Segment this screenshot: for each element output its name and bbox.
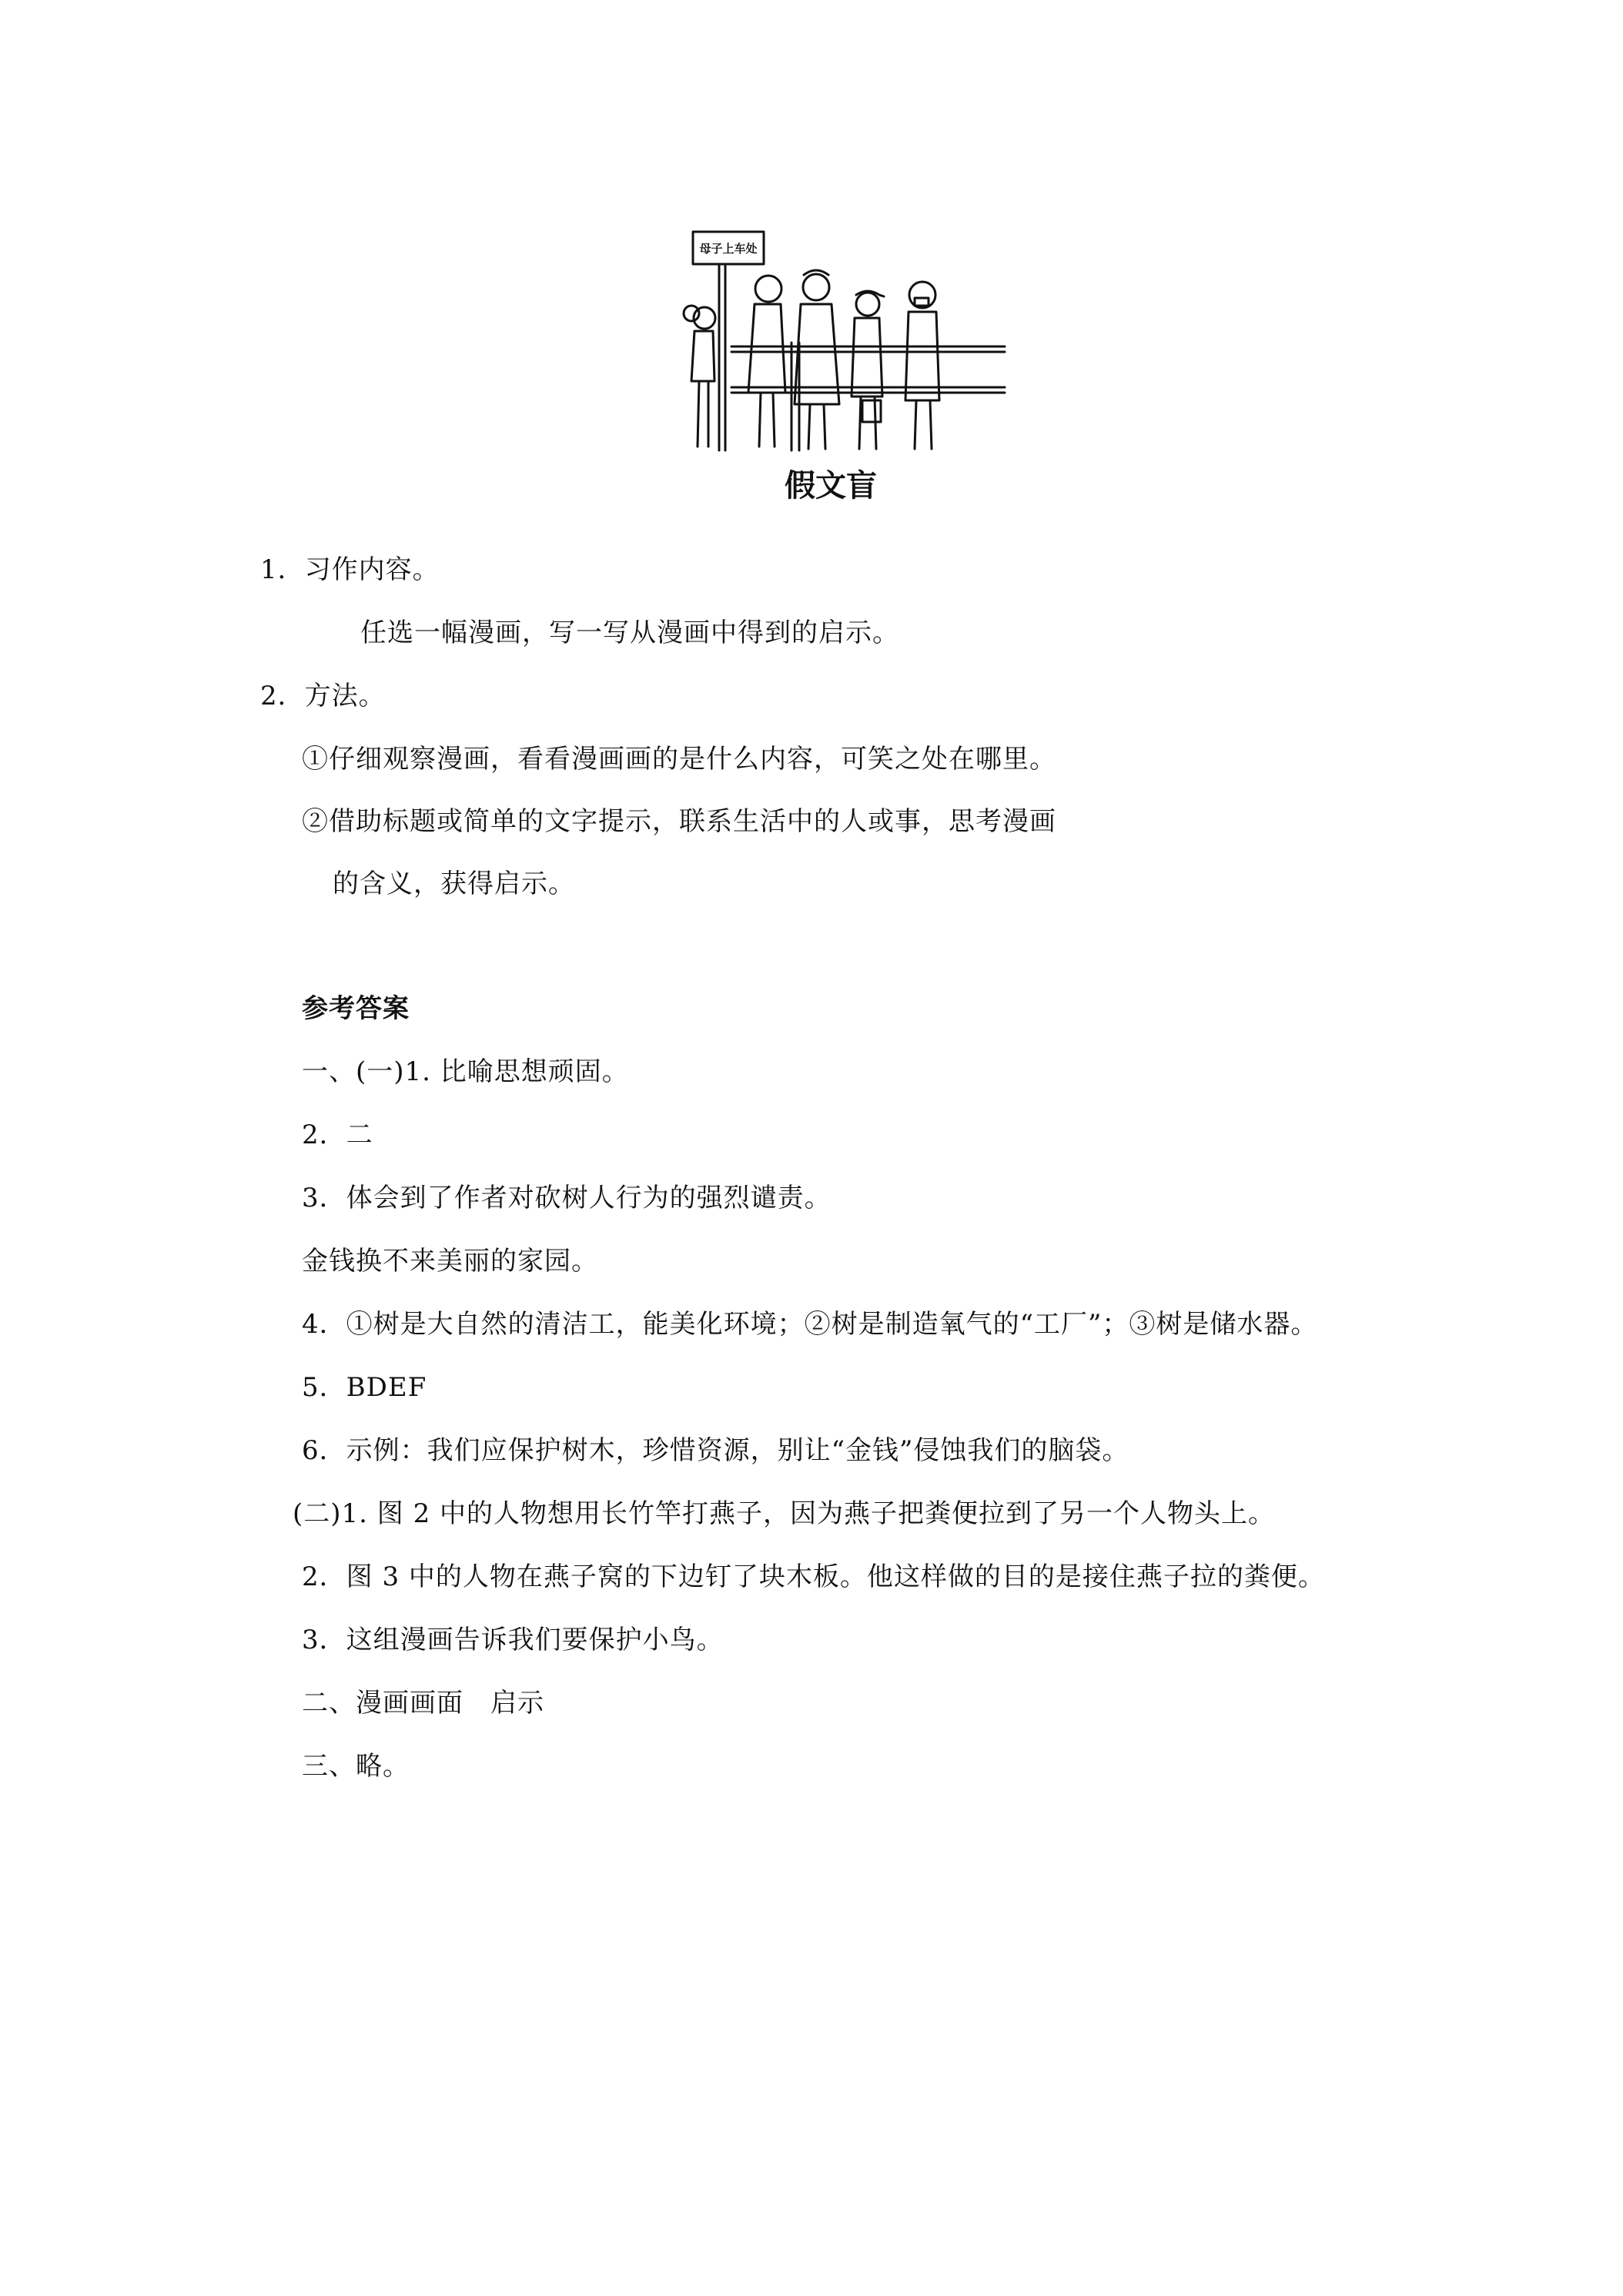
method-2-line-1: ②借助标题或简单的文字提示，联系生活中的人或事，思考漫画	[302, 806, 1056, 837]
method-2-line-2: 的含义，获得启示。	[333, 869, 575, 899]
answer-line: 二、漫画画面 启示	[302, 1688, 544, 1719]
answers-heading: 参考答案	[302, 993, 410, 1024]
task-item-1-label: 1．习作内容。	[260, 554, 440, 585]
answer-line: 3．体会到了作者对砍树人行为的强烈谴责。	[302, 1183, 832, 1213]
cartoon-caption: 假文盲	[785, 468, 877, 504]
answer-line: 金钱换不来美丽的家园。	[302, 1246, 598, 1277]
cartoon-illustration	[678, 227, 1009, 458]
answer-line: 5．BDEF	[302, 1372, 427, 1403]
method-1: ①仔细观察漫画，看看漫画画的是什么内容，可笑之处在哪里。	[302, 744, 1056, 775]
answer-line: 3．这组漫画告诉我们要保护小鸟。	[302, 1625, 724, 1655]
answer-line: 一、(一)1. 比喻思想顽固。	[302, 1056, 629, 1087]
task-item-2-label: 2．方法。	[260, 681, 386, 711]
answer-line: 2．二	[302, 1120, 373, 1150]
answer-line: 2．图 3 中的人物在燕子窝的下边钉了块木板。他这样做的目的是接住燕子拉的粪便。	[302, 1561, 1325, 1592]
sign-text: 母子上车处	[699, 242, 758, 256]
answer-line: 4．①树是大自然的清洁工，能美化环境；②树是制造氧气的“工厂”；③树是储水器。	[302, 1309, 1318, 1340]
answer-line: 6．示例：我们应保护树木，珍惜资源，别让“金钱”侵蚀我们的脑袋。	[302, 1435, 1129, 1466]
task-item-1-text: 任选一幅漫画，写一写从漫画中得到的启示。	[360, 618, 899, 648]
answer-line: 三、略。	[302, 1751, 410, 1782]
answer-line: (二)1. 图 2 中的人物想用长竹竿打燕子，因为燕子把粪便拉到了另一个人物头上。	[293, 1498, 1276, 1529]
